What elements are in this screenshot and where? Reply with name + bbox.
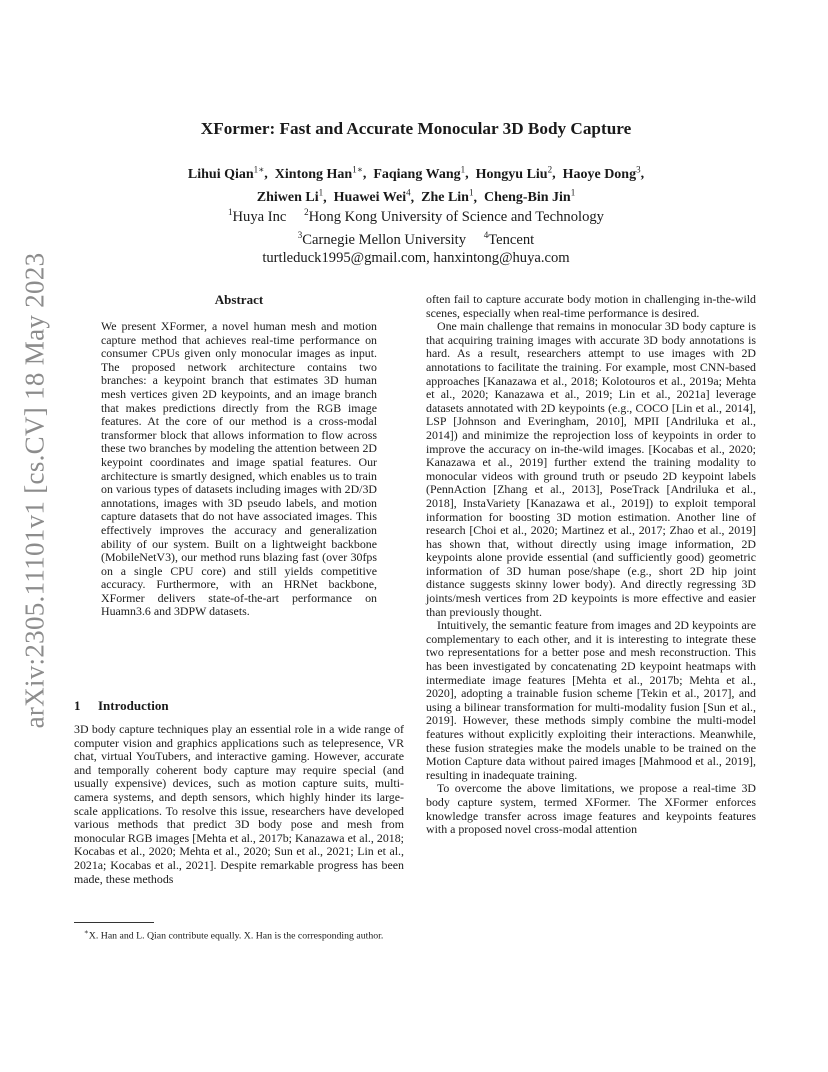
- affiliations: [74, 203, 758, 267]
- paper-title: XFormer: Fast and Accurate Monocular 3D Body Capture: [200, 119, 632, 138]
- affiliation: $^4$Tencent: [483, 229, 535, 248]
- footnote-text: X. Han and L. Qian contribute equally. X. Han is the corresponding author.: [88, 930, 384, 942]
- author-list: Lihui Qian$^{1∗}$, Xintong Han$^{1∗}$, Faqiang Wang$^1$, Hongyu Liu$^2$, Haoye Dong$^3$, Zhiwen Li$^1$, Huawei Wei$^4$, Zhe Lin$^1$, Cheng-Bin Jin$^1$: [187, 164, 645, 206]
- affiliation: $^3$Carnegie Mellon University: [297, 229, 467, 248]
- affiliation: $^1$Huya Inc: [228, 207, 287, 225]
- abstract-heading: Abstract: [214, 292, 264, 307]
- author-emails: turtleduck1995@gmail.com, hanxintong@huya.com: [262, 249, 570, 266]
- body-paragraph: 3D body capture techniques play an essential role in a wide range of computer vision and graphics applications such as telepresence, VR chat, virtual YouTubers, and interactive gaming. However, accurate and temporally coherent body capture may require special (and usually expensive) devices, such as motion capture suits, multi-camera systems, and depth sensors, which highly hinder its large-scale applications. To resolve this issue, researchers have developed various methods that predict 3D body pose and mesh from monocular RGB images [Mehta et al., 2017b; Kanazawa et al., 2018; Kocabas et al., 2020; Mehta et al., 2020; Sun et al., 2021; Lin et al., 2021a; Kocabas et al., 2021]. Despite remarkable progress has been made, these methods: [74, 722, 404, 886]
- arxiv-identifier-stamp: [18, 252, 52, 728]
- author: Zhe Lin$^1$: [421, 187, 474, 206]
- author: Hongyu Liu$^2$: [475, 164, 553, 182]
- section-number: 1: [74, 698, 81, 713]
- introduction-left-column: [74, 723, 404, 886]
- author: Zhiwen Li$^1$: [256, 187, 324, 206]
- body-paragraph: often fail to capture accurate body motion in challenging in-the-wild scenes, especially when real-time performance is desired.: [426, 292, 756, 320]
- footnote: [74, 926, 404, 943]
- body-paragraph: Intuitively, the semantic feature from images and 2D keypoints are complementary to each other, and it is interesting to integrate these two representations for a better pose and mesh reconstruction. This has been investigated by concatenating 2D keypoint heatmaps with intermediate image features [Mehta et al., 2017b; Mehta et al., 2020], adopting a trainable fusion scheme [Tekin et al., 2017], and using a bilinear transformation for multi-modality fusion [Sun et al., 2019]. However, these methods simply combine the multi-model features without explicitly exploiting their interactions. Meanwhile, these fusion strategies make the models unable to be trained on the Motion Capture data without paired images [Mahmood et al., 2019], resulting in inadequate training.: [426, 618, 756, 782]
- body-paragraph: One main challenge that remains in monocular 3D body capture is that acquiring training images with accurate 3D body annotations is hard. As a result, researchers attempt to use images with 2D annotations to facilitate the training. For example, most CNN-based approaches [Kanazawa et al., 2018; Kolotouros et al., 2019a; Mehta et al., 2020; Kanazawa et al., 2019; Lin et al., 2021a] leverage datasets annotated with 2D keypoints (e.g., COCO [Lin et al., 2014], LSP [Johnson and Everingham, 2010], MPII [Andriluka et al., 2014]) and minimize the reprojection loss of keypoints in order to improve the accuracy on in-the-wild images. [Kocabas et al., 2020; Kanazawa et al., 2019] further extend the training modality to monocular videos with ground truth or pseudo 2D keypoint labels (PennAction [Zhang et al., 2013], PoseTrack [Andriluka et al., 2018], InstaVariety [Kanazawa et al., 2019]) to exploit temporal information for boosting 3D motion estimation. Another line of research [Choi et al., 2020; Martinez et al., 2017; Zhao et al., 2019] has shown that, without directly using image information, 2D keypoints alone provide essential (and sufficiently good) geometric information of 3D human pose/shape (e.g., short 2D hip joint distance suggests skinny lower body). And directly regressing 3D joints/mesh vertices from 2D keypoints is more effective and easier than previously thought.: [426, 319, 756, 619]
- author: Cheng-Bin Jin$^1$: [483, 187, 576, 206]
- abstract-body: [101, 320, 377, 619]
- section-title: Introduction: [98, 698, 169, 713]
- affiliation-line: [74, 226, 758, 249]
- affiliation-line: [74, 203, 758, 226]
- author: Xintong Han$^{1∗}$: [274, 164, 363, 182]
- arxiv-identifier-text: arXiv:2305.11101v1 [cs.CV] 18 May 2023: [19, 252, 50, 728]
- author: Huawei Wei$^4$: [333, 187, 411, 206]
- body-paragraph: To overcome the above limitations, we propose a real-time 3D body capture system, termed XFormer. The XFormer enforces knowledge transfer across image features and keypoints features with a proposed novel cross-modal attention: [426, 781, 756, 837]
- author: Haoye Dong$^3$: [562, 164, 641, 182]
- footnote-mark: ∗: [84, 928, 89, 936]
- author: Lihui Qian$^{1∗}$: [187, 164, 265, 182]
- section-heading-introduction: [74, 698, 169, 714]
- right-column: [426, 293, 756, 837]
- affiliation: $^2$Hong Kong University of Science and Technology: [304, 207, 604, 225]
- author: Faqiang Wang$^1$: [373, 164, 466, 182]
- footnote-divider: [74, 922, 154, 923]
- abstract-paragraph: We present XFormer, a novel human mesh and motion capture method that achieves real-time performance on consumer CPUs given only monocular images as input. The proposed network architecture contains two branches: a keypoint branch that estimates 3D human mesh vertices given 2D keypoints, and an image branch that makes predictions directly from the RGB image features. At the core of our method is a cross-modal transformer block that allows information to flow across these two branches by modeling the attention between 2D keypoint coordinates and image spatial features. Our architecture is smartly designed, which enables us to train on various types of datasets including images with 2D/3D annotations, images with 3D pseudo labels, and motion capture datasets that do not have associated images. This effectively improves the accuracy and generalization ability of our system. Built on a lightweight backbone (MobileNetV3), our method runs blazing fast (over 30fps on a single CPU core) and still yields competitive accuracy. Furthermore, with an HRNet backbone, XFormer delivers state-of-the-art performance on Huamn3.6 and 3DPW datasets.: [101, 319, 377, 619]
